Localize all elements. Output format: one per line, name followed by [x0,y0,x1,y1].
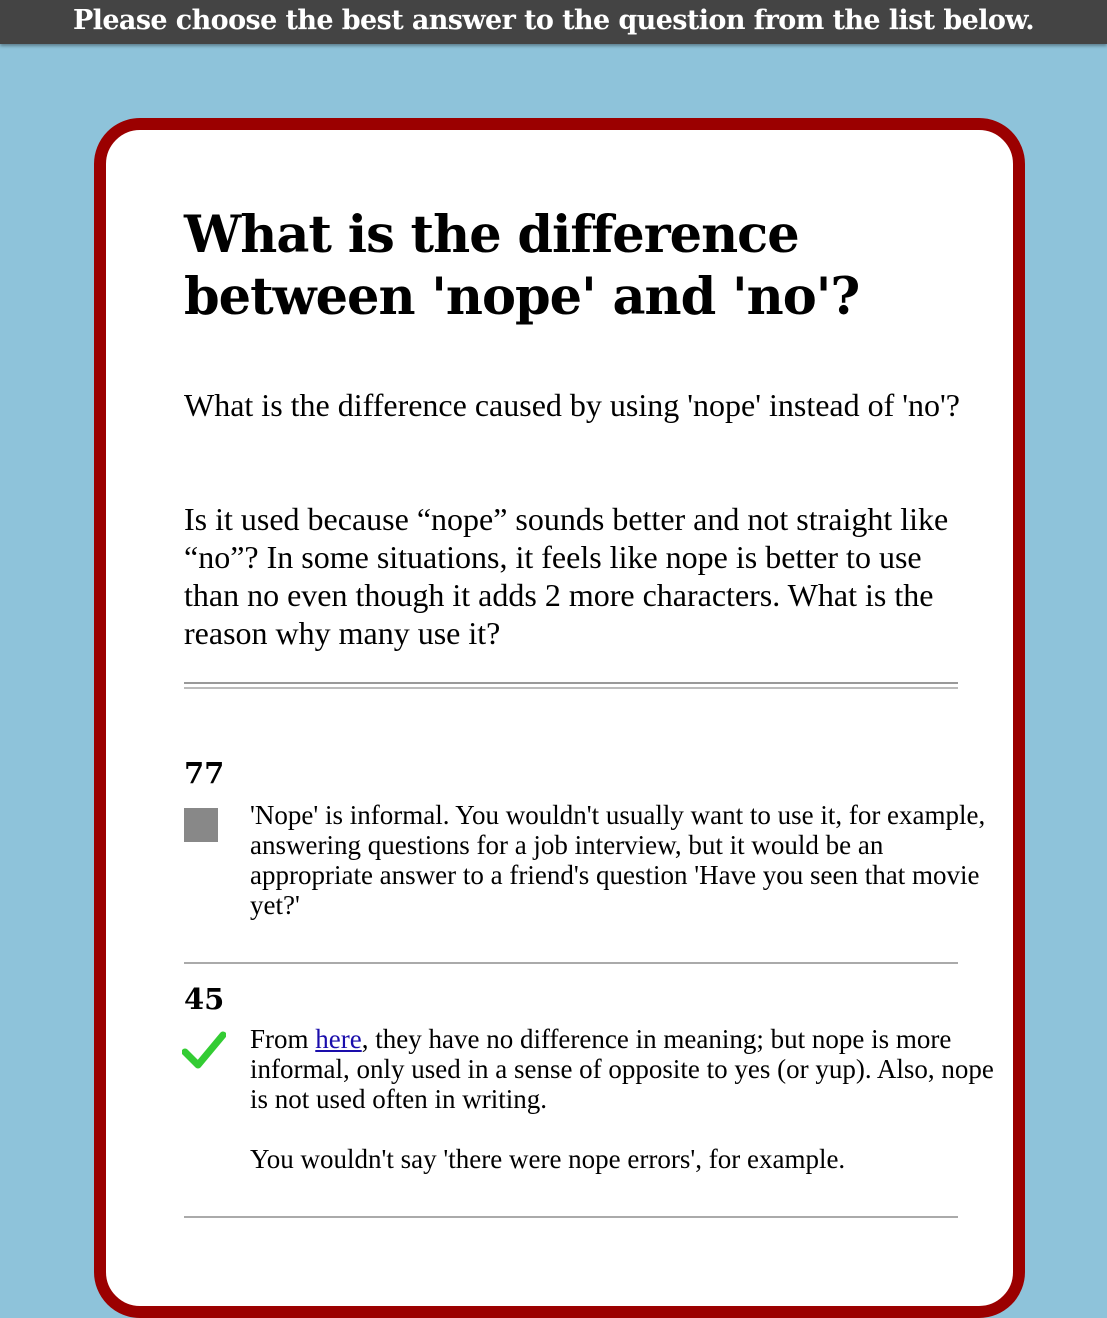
question-card [94,118,1025,1318]
question-body-paragraph: What is the difference caused by using 'nope' instead of 'no'? [184,387,960,423]
answer-select-square-icon[interactable] [184,808,218,842]
answer-text[interactable] [250,1024,995,1114]
answer-source-link[interactable]: here [315,1024,362,1054]
answer-vote-count: 77 [184,756,225,790]
question-divider [184,682,958,689]
answer-divider [184,1216,958,1218]
question-title: What is the difference between 'nope' and 'no'? [184,205,860,327]
question-body-paragraph: Is it used because “nope” sounds better and not straight like “no”? In some situations, it feels like nope is better to use than no even though it adds 2 more characters. What is the reason why many use it? [184,501,949,651]
instruction-banner [0,0,1107,44]
accepted-check-icon[interactable] [182,1030,226,1070]
answer-text-rest: , they have no difference in meaning; but nope is more informal, only used in a sense of opposite to yes (or yup). Also, nope is not used often in writing. [250,1024,994,1114]
answer-vote-count: 45 [184,982,225,1016]
answer-text-prefix: From [250,1024,316,1054]
answer-text[interactable]: 'Nope' is informal. You wouldn't usually want to use it, for example, answering questions for a job interview, but it would be an appropriate answer to a friend's question 'Have you seen that movie yet?' [250,800,986,920]
instruction-text: Please choose the best answer to the question from the list below. [72,5,1034,36]
answer-text-second-paragraph[interactable]: You wouldn't say 'there were nope errors', for example. [250,1144,846,1174]
answer-divider [184,962,958,964]
